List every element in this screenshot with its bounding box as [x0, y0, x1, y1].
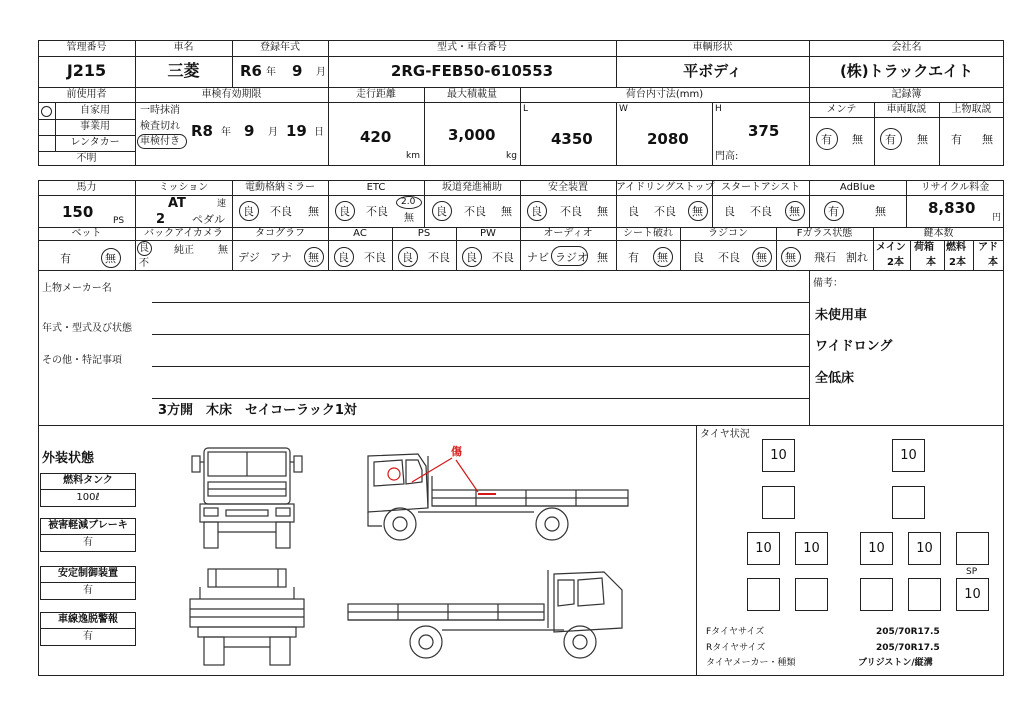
tire-empty-4 — [747, 578, 780, 611]
label-kaisha: 会社名 — [891, 42, 922, 53]
stability-label: 安定制御装置 — [58, 568, 118, 579]
value-shamei: 三菱 — [167, 61, 200, 80]
anzen-ryo: 良 — [531, 205, 542, 218]
value-bariki: 150 — [62, 203, 94, 221]
option-fumei: 不明 — [76, 153, 97, 164]
fglass-hibi: 飛石 — [814, 251, 836, 264]
etc-mu: 無 — [404, 213, 414, 224]
label-start-assist: スタートアシスト — [721, 182, 800, 193]
bed-u: 有 — [60, 252, 71, 265]
mente-u: 有 — [821, 133, 832, 146]
label-uwamono-torisetsu: 上物取説 — [951, 104, 992, 115]
label-torisetsu: 車両取説 — [886, 104, 927, 115]
etc-ryo: 良 — [339, 205, 350, 218]
selected-mark — [41, 106, 52, 117]
tire-rear-left-outer: 10 — [747, 532, 780, 565]
label-bariki: 馬力 — [76, 182, 97, 193]
label-kanri: 管理番号 — [66, 42, 107, 53]
value-H: 375 — [748, 122, 780, 140]
label-idling: アイドリングストップ — [616, 182, 715, 193]
option-jigyo: 事業用 — [80, 121, 110, 132]
idling-mu: 無 — [692, 205, 703, 218]
value-W: 2080 — [647, 130, 689, 148]
anzen-furyo: 不良 — [560, 205, 582, 218]
taco-ana: アナ — [270, 251, 292, 264]
unit-yen: 円 — [992, 213, 1002, 223]
pw-furyo: 不良 — [492, 251, 514, 264]
backcam-mu: 無 — [218, 245, 228, 256]
torisetsu-u: 有 — [885, 133, 896, 146]
truck-right-side-view — [342, 566, 634, 670]
etc-version: 2.0 — [401, 197, 416, 207]
tire-spare: 10 — [956, 578, 989, 611]
lane-value: 有 — [83, 631, 93, 642]
label-sunpo: 荷台内寸法(mm) — [625, 89, 704, 100]
label-radicon: ラジコン — [708, 228, 748, 239]
label-hill: 坂道発進補助 — [442, 182, 502, 193]
option-rental: レンタカー — [70, 137, 120, 148]
brake-value: 有 — [83, 537, 93, 548]
value-toroku-era: R6 — [240, 62, 262, 80]
shaken-nen: 年 — [221, 127, 231, 138]
torisetsu-mu: 無 — [917, 133, 928, 146]
radicon-mu: 無 — [756, 251, 767, 264]
value-kanri: J215 — [66, 61, 107, 80]
seat-mu: 無 — [657, 251, 668, 264]
idling-ryo: 良 — [628, 205, 639, 218]
value-toroku-nen: 年 — [266, 67, 276, 78]
shaken-tsuki: 月 — [268, 127, 278, 138]
start-mu: 無 — [789, 205, 800, 218]
shaken-opt1: 一時抹消 — [140, 105, 180, 116]
option-jika: 自家用 — [80, 105, 110, 116]
shaken-era: R8 — [191, 122, 213, 140]
label-backcam: バックアイカメラ — [144, 228, 223, 239]
fuel-tank-value: 100ℓ — [76, 492, 100, 503]
tire-title: タイヤ状況 — [700, 429, 750, 440]
label-H: H — [715, 104, 722, 114]
tire-empty-1 — [762, 486, 795, 519]
r-size-value: 205/70R17.5 — [876, 643, 940, 653]
key-nidai-label: 荷箱 — [914, 242, 934, 253]
fglass-mu: 無 — [785, 251, 796, 264]
adblue-u: 有 — [828, 205, 839, 218]
label-ps: PS — [417, 228, 431, 239]
label-kyori: 走行距離 — [356, 89, 396, 100]
tire-empty-7 — [908, 578, 941, 611]
value-mission-at: AT — [168, 196, 186, 211]
biko-2: ワイドロング — [815, 339, 893, 354]
mente-mu: 無 — [852, 133, 863, 146]
tire-maker-value: ブリジストン/縦溝 — [858, 658, 933, 668]
value-kaisha: (株)トラックエイト — [839, 62, 974, 80]
hill-ryo: 良 — [436, 205, 447, 218]
ps-furyo: 不良 — [428, 251, 450, 264]
key-nidai-value: 本 — [926, 257, 936, 268]
label-adblue: AdBlue — [839, 182, 876, 193]
anzen-mu: 無 — [597, 205, 608, 218]
f-size-label: Fタイヤサイズ — [706, 627, 765, 637]
spare-label: SP — [966, 567, 978, 577]
shaken-opt3: 車検付き — [140, 136, 180, 147]
label-shaken: 車検有効期限 — [201, 89, 262, 100]
key-main-value: 2本 — [887, 257, 904, 268]
idling-furyo: 不良 — [654, 205, 676, 218]
seat-u: 有 — [628, 251, 639, 264]
label-pedal: ペダル — [192, 213, 225, 226]
mirror-ryo: 良 — [243, 205, 254, 218]
notes-uwamono-maker: 上物メーカー名 — [42, 283, 112, 294]
damage-arrows — [390, 452, 490, 502]
value-kata: 2RG-FEB50-610553 — [390, 62, 554, 80]
notes-nenshiki: 年式・型式及び状態 — [42, 323, 132, 334]
start-ryo: 良 — [724, 205, 735, 218]
shaken-hi: 日 — [314, 127, 324, 138]
key-fuel-label: 燃料 — [946, 242, 966, 253]
tire-empty-5 — [795, 578, 828, 611]
hill-furyo: 不良 — [464, 205, 486, 218]
biko-3: 全低床 — [815, 371, 855, 386]
label-mirror: 電動格納ミラー — [245, 182, 315, 193]
start-furyo: 不良 — [750, 205, 772, 218]
mirror-mu: 無 — [308, 205, 319, 218]
lane-label: 車線逸脱警報 — [58, 614, 118, 625]
key-ad-value: 本 — [988, 257, 998, 268]
label-toroku: 登録年式 — [260, 42, 300, 53]
uwamono-torisetsu-mu: 無 — [982, 133, 993, 146]
etc-furyo: 不良 — [366, 205, 388, 218]
value-toroku-month: 9 — [292, 62, 303, 80]
unit-km: km — [406, 151, 420, 161]
key-fuel-value: 2本 — [949, 257, 966, 268]
tire-rear-right-inner: 10 — [860, 532, 893, 565]
value-sekisai: 3,000 — [448, 126, 496, 144]
tire-front-left: 10 — [762, 439, 795, 472]
label-key: 鍵本数 — [923, 228, 954, 239]
tire-empty-3 — [956, 532, 989, 565]
label-sekisai: 最大積載量 — [447, 89, 497, 100]
label-keijo: 車輌形状 — [692, 42, 733, 53]
truck-rear-view — [186, 565, 308, 669]
label-anzen: 安全装置 — [548, 182, 588, 193]
tire-rear-right-outer: 10 — [908, 532, 941, 565]
label-mente: メンテ — [826, 104, 857, 115]
audio-radio: ラジオ — [555, 251, 588, 264]
label-mission: ミッション — [158, 182, 209, 193]
f-size-value: 205/70R17.5 — [876, 627, 940, 637]
shaken-opt2: 検査切れ — [140, 121, 180, 132]
taco-mu: 無 — [308, 251, 319, 264]
shaken-month: 9 — [244, 122, 255, 140]
unit-ps: PS — [113, 216, 125, 226]
radicon-ryo: 良 — [693, 251, 704, 264]
biko-1: 未使用車 — [815, 308, 868, 323]
label-kata: 型式・車台番号 — [437, 42, 507, 53]
shaken-day: 19 — [286, 122, 307, 140]
notes-sonota: その他・特記事項 — [42, 355, 122, 366]
hill-mu: 無 — [501, 205, 512, 218]
taco-digi: デジ — [238, 251, 260, 264]
value-recycle: 8,830 — [928, 199, 976, 217]
tire-front-right: 10 — [892, 439, 925, 472]
label-W: W — [619, 104, 628, 114]
label-recycle: リサイクル料金 — [920, 182, 990, 193]
pw-ryo: 良 — [466, 251, 477, 264]
label-seat: シート破れ — [623, 228, 673, 239]
tire-empty-6 — [860, 578, 893, 611]
exterior-title: 外装状態 — [42, 451, 95, 466]
ac-ryo: 良 — [338, 251, 349, 264]
value-toroku-getsu: 月 — [316, 67, 326, 78]
brake-label: 被害軽減ブレーキ — [48, 520, 128, 531]
backcam-fu: 不 — [139, 258, 149, 269]
audio-mu: 無 — [597, 251, 608, 264]
unit-kg: kg — [506, 151, 517, 161]
audio-navi: ナビ — [527, 251, 549, 264]
damage-label: 傷 — [451, 445, 462, 458]
value-keijo: 平ボディ — [683, 62, 742, 80]
backcam-junsei: 純正 — [174, 245, 194, 256]
backcam-ryo: 良 — [139, 243, 149, 254]
value-kyori: 420 — [360, 128, 392, 146]
label-L: L — [523, 104, 529, 114]
key-ad-label: アド — [978, 242, 998, 253]
label-zenshiyo: 前使用者 — [66, 89, 107, 100]
fglass-ware: 割れ — [846, 251, 868, 264]
notes-tokki: 3方開 木床 セイコーラック1対 — [158, 403, 357, 418]
label-taco: タコグラフ — [255, 228, 305, 239]
truck-front-view — [186, 442, 308, 558]
label-kiroku: 記録簿 — [891, 89, 922, 100]
radicon-furyo: 不良 — [718, 251, 740, 264]
label-soku: 速 — [217, 199, 227, 209]
ps-ryo: 良 — [402, 251, 413, 264]
adblue-mu: 無 — [875, 205, 886, 218]
value-mission-2: 2 — [156, 212, 166, 227]
label-ac: AC — [353, 228, 367, 239]
label-audio: オーディオ — [543, 228, 593, 239]
label-etc: ETC — [366, 182, 386, 193]
label-shamei: 車名 — [173, 42, 194, 53]
tire-rear-left-inner: 10 — [795, 532, 828, 565]
mirror-furyo: 不良 — [270, 205, 292, 218]
label-fglass: Fガラス状態 — [796, 228, 853, 239]
stability-value: 有 — [83, 585, 93, 596]
value-L: 4350 — [551, 130, 593, 148]
tire-empty-2 — [892, 486, 925, 519]
r-size-label: Rタイヤサイズ — [706, 643, 766, 653]
ac-furyo: 不良 — [364, 251, 386, 264]
key-main-label: メイン — [876, 242, 906, 253]
uwamono-torisetsu-u: 有 — [951, 133, 962, 146]
label-montaka: 門高: — [715, 151, 739, 162]
label-bed: ベット — [71, 228, 102, 239]
bed-mu: 無 — [105, 252, 116, 265]
tire-maker-label: タイヤメーカー・種類 — [706, 658, 796, 668]
biko-header: 備考： — [813, 278, 843, 289]
label-pw: PW — [480, 228, 496, 239]
fuel-tank-label: 燃料タンク — [63, 475, 113, 486]
